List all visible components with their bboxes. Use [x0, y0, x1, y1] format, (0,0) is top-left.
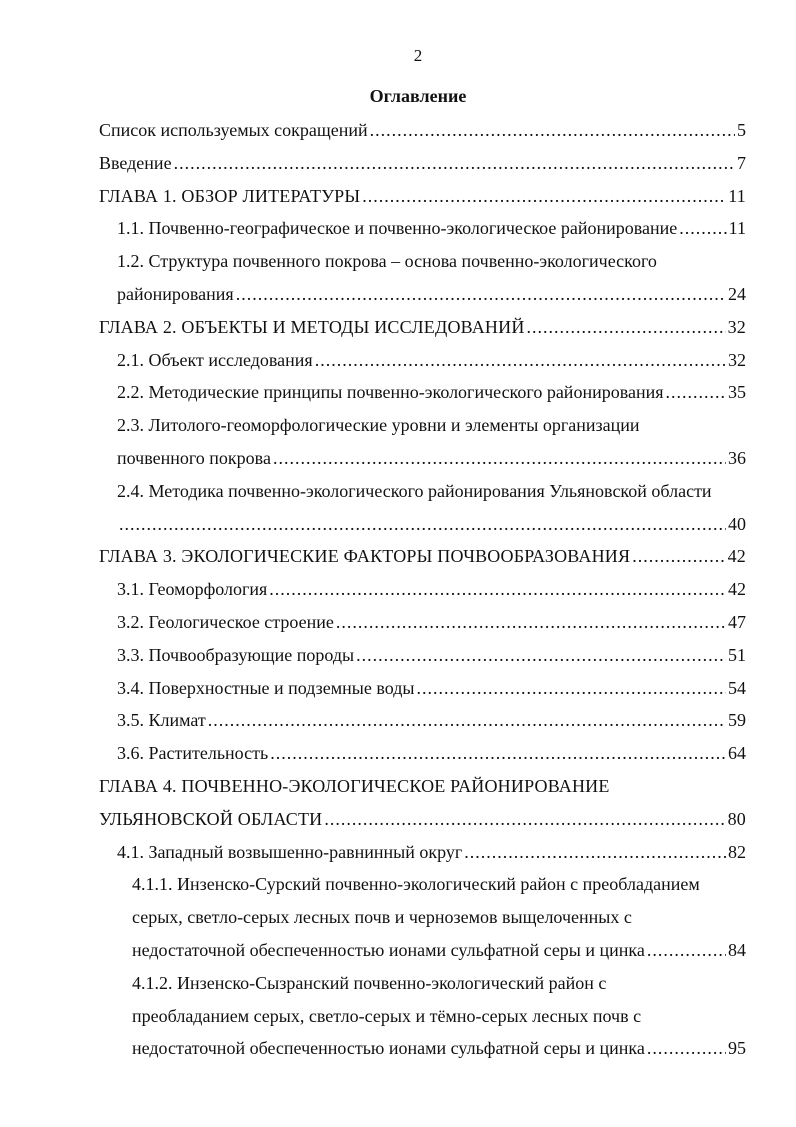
- toc-entry-leader-line: [0, 278, 746, 311]
- toc-entry-title: недостаточной обеспеченностью ионами сульфатной серы и цинка: [132, 1038, 645, 1059]
- dot-leader: [315, 344, 726, 377]
- toc-entry-title: Список используемых сокращений: [99, 120, 368, 140]
- toc-page-number: 42: [727, 546, 746, 567]
- toc-entry-leader-line: [0, 344, 746, 377]
- toc-entry-title: 1.1. Почвенно-географическое и почвенно-экологическое районирование: [117, 218, 678, 239]
- toc-page-number: 64: [728, 743, 746, 764]
- toc-page-number: 11: [728, 185, 746, 206]
- toc-page-number: 54: [728, 677, 746, 698]
- toc-entry-leader-line: [0, 606, 746, 639]
- toc-entry-title: ГЛАВА 3. ЭКОЛОГИЧЕСКИЕ ФАКТОРЫ ПОЧВООБРАЗОВАНИЯ: [99, 546, 631, 567]
- dot-leader: [527, 311, 726, 344]
- toc-section-entry[interactable]: [0, 573, 796, 606]
- toc-section-entry[interactable]: [0, 475, 796, 541]
- dot-leader: [336, 606, 726, 639]
- dot-leader: [269, 573, 726, 606]
- toc-entry-leader-line: [0, 442, 746, 475]
- toc-entry-title: 3.1. Геоморфология: [117, 579, 268, 600]
- toc-entry-leader-line: [0, 704, 746, 737]
- dot-leader: [416, 672, 726, 705]
- toc-entry-text-line: 1.2. Структура почвенного покрова – основа почвенно-экологического: [117, 251, 657, 272]
- toc-entry-title: районирования: [117, 283, 234, 304]
- toc-page-number: 59: [728, 710, 746, 731]
- dot-leader: [679, 212, 726, 245]
- toc-chapter-entry[interactable]: [0, 770, 796, 836]
- toc-entry-title: 3.3. Почвообразующие породы: [117, 644, 355, 665]
- dot-leader: [273, 442, 726, 475]
- toc-section-entry[interactable]: [0, 672, 796, 705]
- toc-entry-leader-line: [0, 540, 746, 573]
- toc-section-entry[interactable]: [0, 836, 796, 869]
- toc-page-number: 36: [728, 447, 746, 468]
- toc-entry-title: ГЛАВА 2. ОБЪЕКТЫ И МЕТОДЫ ИССЛЕДОВАНИЙ: [99, 316, 525, 337]
- toc-entry-leader-line: [0, 573, 746, 606]
- toc-entry-text-line: серых, светло-серых лесных почв и черноземов выщелоченных с: [132, 907, 632, 928]
- toc-chapter-entry[interactable]: [0, 180, 796, 213]
- toc-page-number: 35: [728, 382, 746, 403]
- toc-page-number: 82: [728, 841, 746, 862]
- dot-leader: [464, 836, 726, 869]
- toc-section-entry[interactable]: [0, 344, 796, 377]
- page-number: 2: [413, 46, 423, 65]
- toc-section-entry[interactable]: [0, 704, 796, 737]
- dot-leader: [356, 639, 726, 672]
- table-of-contents: [0, 114, 796, 1065]
- toc-chapter-entry[interactable]: [0, 311, 796, 344]
- toc-entry-title: Введение: [99, 152, 172, 173]
- toc-page-number: 40: [728, 513, 746, 534]
- toc-page-number: 5: [737, 120, 746, 140]
- toc-page-number: 32: [728, 349, 746, 370]
- toc-section-entry[interactable]: [0, 868, 796, 966]
- dot-leader: [324, 803, 725, 836]
- toc-title: Оглавление: [369, 86, 467, 106]
- toc-entry-text-line: 2.3. Литолого-геоморфологические уровни и элементы организации: [117, 415, 640, 436]
- toc-entry-leader-line: [0, 803, 746, 836]
- dot-leader: [647, 1032, 726, 1065]
- toc-entry-leader-line: [0, 639, 746, 672]
- dot-leader: [119, 508, 726, 541]
- toc-entry-leader-line: [0, 1032, 746, 1065]
- toc-entry-leader-line: [0, 737, 746, 770]
- dot-leader: [370, 114, 735, 147]
- dot-leader: [270, 737, 726, 770]
- toc-page-number: 42: [728, 579, 746, 600]
- dot-leader: [208, 704, 726, 737]
- toc-entry-leader-line: [0, 376, 746, 409]
- toc-section-entry[interactable]: [0, 967, 796, 1065]
- dot-leader: [647, 934, 726, 967]
- toc-entry-leader-line: [0, 114, 746, 147]
- toc-entry-leader-line: [0, 836, 746, 869]
- toc-entry-leader-line: [0, 311, 746, 344]
- toc-page-number: 84: [728, 939, 746, 960]
- toc-entry-title: 3.4. Поверхностные и подземные воды: [117, 677, 415, 698]
- toc-page-number: 32: [727, 316, 746, 337]
- toc-entry-title: недостаточной обеспеченностью ионами сульфатной серы и цинка: [132, 939, 645, 960]
- dot-leader: [666, 376, 726, 409]
- toc-section-entry[interactable]: [0, 376, 796, 409]
- toc-entry-title: ГЛАВА 1. ОБЗОР ЛИТЕРАТУРЫ: [99, 185, 361, 206]
- toc-entry-leader-line: [0, 180, 746, 213]
- toc-chapter-entry[interactable]: [0, 540, 796, 573]
- toc-entry-leader-line: [0, 508, 746, 541]
- toc-entry-leader-line: [0, 934, 746, 967]
- dot-leader: [236, 278, 726, 311]
- toc-section-entry[interactable]: [0, 147, 796, 180]
- toc-entry-leader-line: [0, 147, 746, 180]
- toc-section-entry[interactable]: [0, 245, 796, 311]
- toc-page-number: 95: [728, 1038, 746, 1059]
- toc-entry-title: 3.5. Климат: [117, 710, 206, 731]
- toc-entry-leader-line: [0, 212, 746, 245]
- toc-section-entry[interactable]: [0, 212, 796, 245]
- toc-page-number: 11: [728, 218, 746, 239]
- toc-entry-title: 3.6. Растительность: [117, 743, 269, 764]
- toc-entry-title: 2.2. Методические принципы почвенно-экологического районирования: [117, 382, 664, 403]
- toc-page-number: 24: [728, 283, 746, 304]
- toc-page-number: 7: [737, 152, 746, 173]
- toc-entry-title: 3.2. Геологическое строение: [117, 611, 334, 632]
- toc-section-entry[interactable]: [0, 606, 796, 639]
- toc-section-entry[interactable]: [0, 409, 796, 475]
- toc-section-entry[interactable]: [0, 114, 796, 147]
- toc-section-entry[interactable]: [0, 639, 796, 672]
- toc-entry-text-line: 4.1.1. Инзенско-Сурский почвенно-экологический район с преобладанием: [132, 874, 700, 895]
- toc-entry-title: 2.1. Объект исследования: [117, 349, 313, 370]
- toc-entry-text-line: преобладанием серых, светло-серых и тёмно-серых лесных почв с: [132, 1005, 642, 1026]
- toc-entry-title: почвенного покрова: [117, 447, 271, 468]
- toc-page-number: 80: [727, 808, 746, 829]
- dot-leader: [362, 180, 726, 213]
- toc-page-number: 51: [728, 644, 746, 665]
- toc-entry-title: 4.1. Западный возвышенно-равнинный округ: [117, 841, 463, 862]
- toc-section-entry[interactable]: [0, 737, 796, 770]
- toc-entry-text-line: 2.4. Методика почвенно-экологического районирования Ульяновской области: [117, 480, 712, 501]
- toc-entry-text-line: ГЛАВА 4. ПОЧВЕННО-ЭКОЛОГИЧЕСКОЕ РАЙОНИРОВАНИЕ: [99, 775, 610, 796]
- toc-page-number: 47: [728, 611, 746, 632]
- toc-entry-text-line: 4.1.2. Инзенско-Сызранский почвенно-экологический район с: [132, 972, 607, 993]
- dot-leader: [632, 540, 725, 573]
- dot-leader: [174, 147, 735, 180]
- toc-entry-leader-line: [0, 672, 746, 705]
- toc-entry-title: УЛЬЯНОВСКОЙ ОБЛАСТИ: [99, 808, 323, 829]
